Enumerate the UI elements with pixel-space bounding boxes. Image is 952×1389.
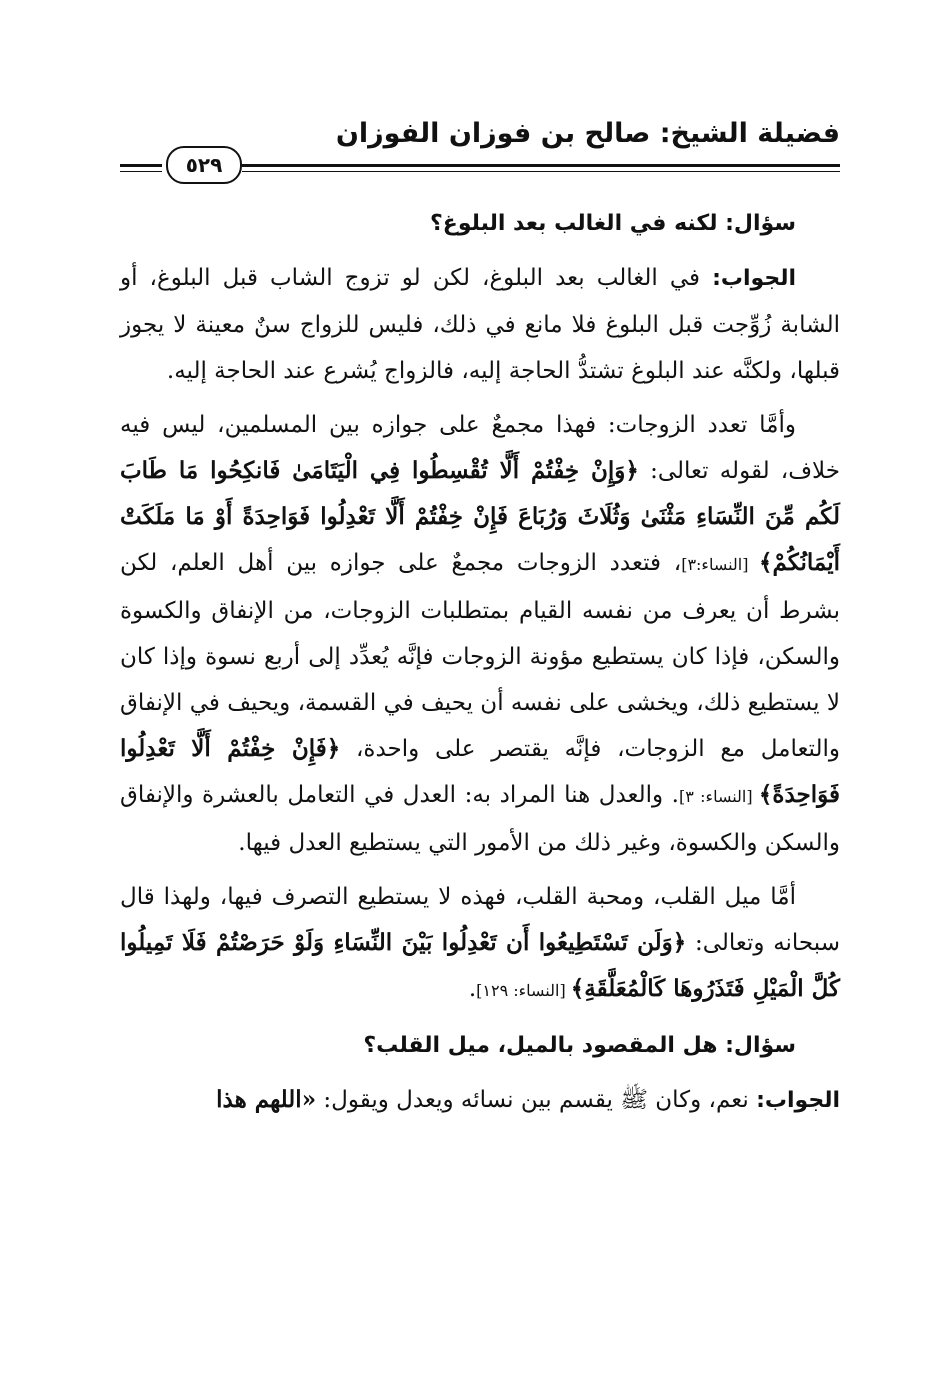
verse-reference-2: [النساء: ٣] bbox=[679, 787, 759, 806]
paragraph-polygamy bbox=[120, 402, 840, 866]
header-rule-left bbox=[120, 164, 162, 172]
quran-verse-nisa-3-short: ﴿فَإِنْ خِفْتُمْ أَلَّا تَعْدِلُوا فَوَاحِدَةً﴾ bbox=[120, 735, 841, 808]
question-1 bbox=[120, 200, 840, 247]
answer-2-label: الجواب: bbox=[756, 1088, 840, 1113]
polygamy-text-c: . والعدل هنا المراد به: العدل في التعامل بالعشرة والإنفاق والسكن والكسوة، وغير ذلك من الأمور التي يستطيع العدل فيها. bbox=[120, 782, 840, 856]
quran-verse-nisa-129: ﴿وَلَن تَسْتَطِيعُوا أَن تَعْدِلُوا بَيْنَ النِّسَاءِ وَلَوْ حَرَصْتُمْ فَلَا تَمِيلُوا كُلَّ الْمَيْلِ فَتَذَرُوهَا كَالْمُعَلَّقَةِ﴾ bbox=[120, 929, 840, 1002]
verse-reference-3: [النساء: ١٢٩] bbox=[476, 981, 571, 1000]
page-header bbox=[120, 104, 840, 184]
running-title: فضيلة الشيخ: صالح بن فوزان الفوزان bbox=[335, 118, 840, 149]
verse-reference-1: [النساء:٣] bbox=[681, 555, 759, 574]
question-1-text: سؤال: لكنه في الغالب بعد البلوغ؟ bbox=[430, 211, 796, 236]
polygamy-text-a: وأمَّا تعدد الزوجات: فهذا مجمعٌ على جوازه بين المسلمين، ليس فيه خلاف، لقوله تعالى: bbox=[120, 412, 841, 484]
header-rule-right bbox=[242, 164, 840, 172]
page-body bbox=[120, 200, 840, 1132]
quran-verse-nisa-3: ﴿وَإِنْ خِفْتُمْ أَلَّا تُقْسِطُوا فِي الْيَتَامَىٰ فَانكِحُوا مَا طَابَ لَكُم مِّنَ النِّسَاءِ مَثْنَىٰ وَثُلَاثَ وَرُبَاعَ فَإِنْ خِفْتُمْ أَلَّا تَعْدِلُوا فَوَاحِدَةً أَوْ مَا مَلَكَتْ أَيْمَانُكُمْ﴾ bbox=[120, 457, 840, 576]
answer-2 bbox=[120, 1077, 840, 1124]
question-2 bbox=[120, 1022, 840, 1069]
heart-text-end: . bbox=[468, 976, 477, 1002]
header-rule bbox=[120, 153, 840, 177]
paragraph-heart-inclination bbox=[120, 874, 840, 1014]
answer-1-text: في الغالب بعد البلوغ، لكن لو تزوج الشاب قبل البلوغ، أو الشابة زُوِّجت قبل البلوغ فلا مانع في ذلك، فليس للزواج سنٌ معينة لا يجوز قبلها، ولكنَّه عند البلوغ تشتدُّ الحاجة إليه، فالزواج يُشرع عند الحاجة إليه. bbox=[120, 265, 840, 384]
answer-1 bbox=[120, 255, 840, 394]
answer-2-text: نعم، وكان ﷺ يقسم بين نسائه ويعدل ويقول: bbox=[316, 1087, 757, 1113]
hadith-quote-start: «اللهم هذا bbox=[216, 1086, 317, 1113]
answer-1-label: الجواب: bbox=[712, 266, 796, 291]
page-number: ٥٢٩ bbox=[166, 146, 242, 184]
polygamy-text-b: ، فتعدد الزوجات مجمعٌ على جوازه بين أهل العلم، لكن بشرط أن يعرف من نفسه القيام بمتطلبات الزوجات، من الإنفاق والكسوة والسكن، فإذا كان يستطيع مؤونة الزوجات فإنَّه يُعدِّد إلى أربع نسوة وإذا كان لا يستطيع ذلك، ويخشى على نفسه أن يحيف في القسمة، ويحيف في الإنفاق والتعامل مع الزوجات، فإنَّه يقتصر على واحدة، bbox=[120, 550, 840, 762]
heart-text-a: أمَّا ميل القلب، ومحبة القلب، فهذه لا يستطيع التصرف فيها، ولهذا قال سبحانه وتعالى: bbox=[120, 884, 840, 956]
question-2-text: سؤال: هل المقصود بالميل، ميل القلب؟ bbox=[363, 1033, 796, 1058]
